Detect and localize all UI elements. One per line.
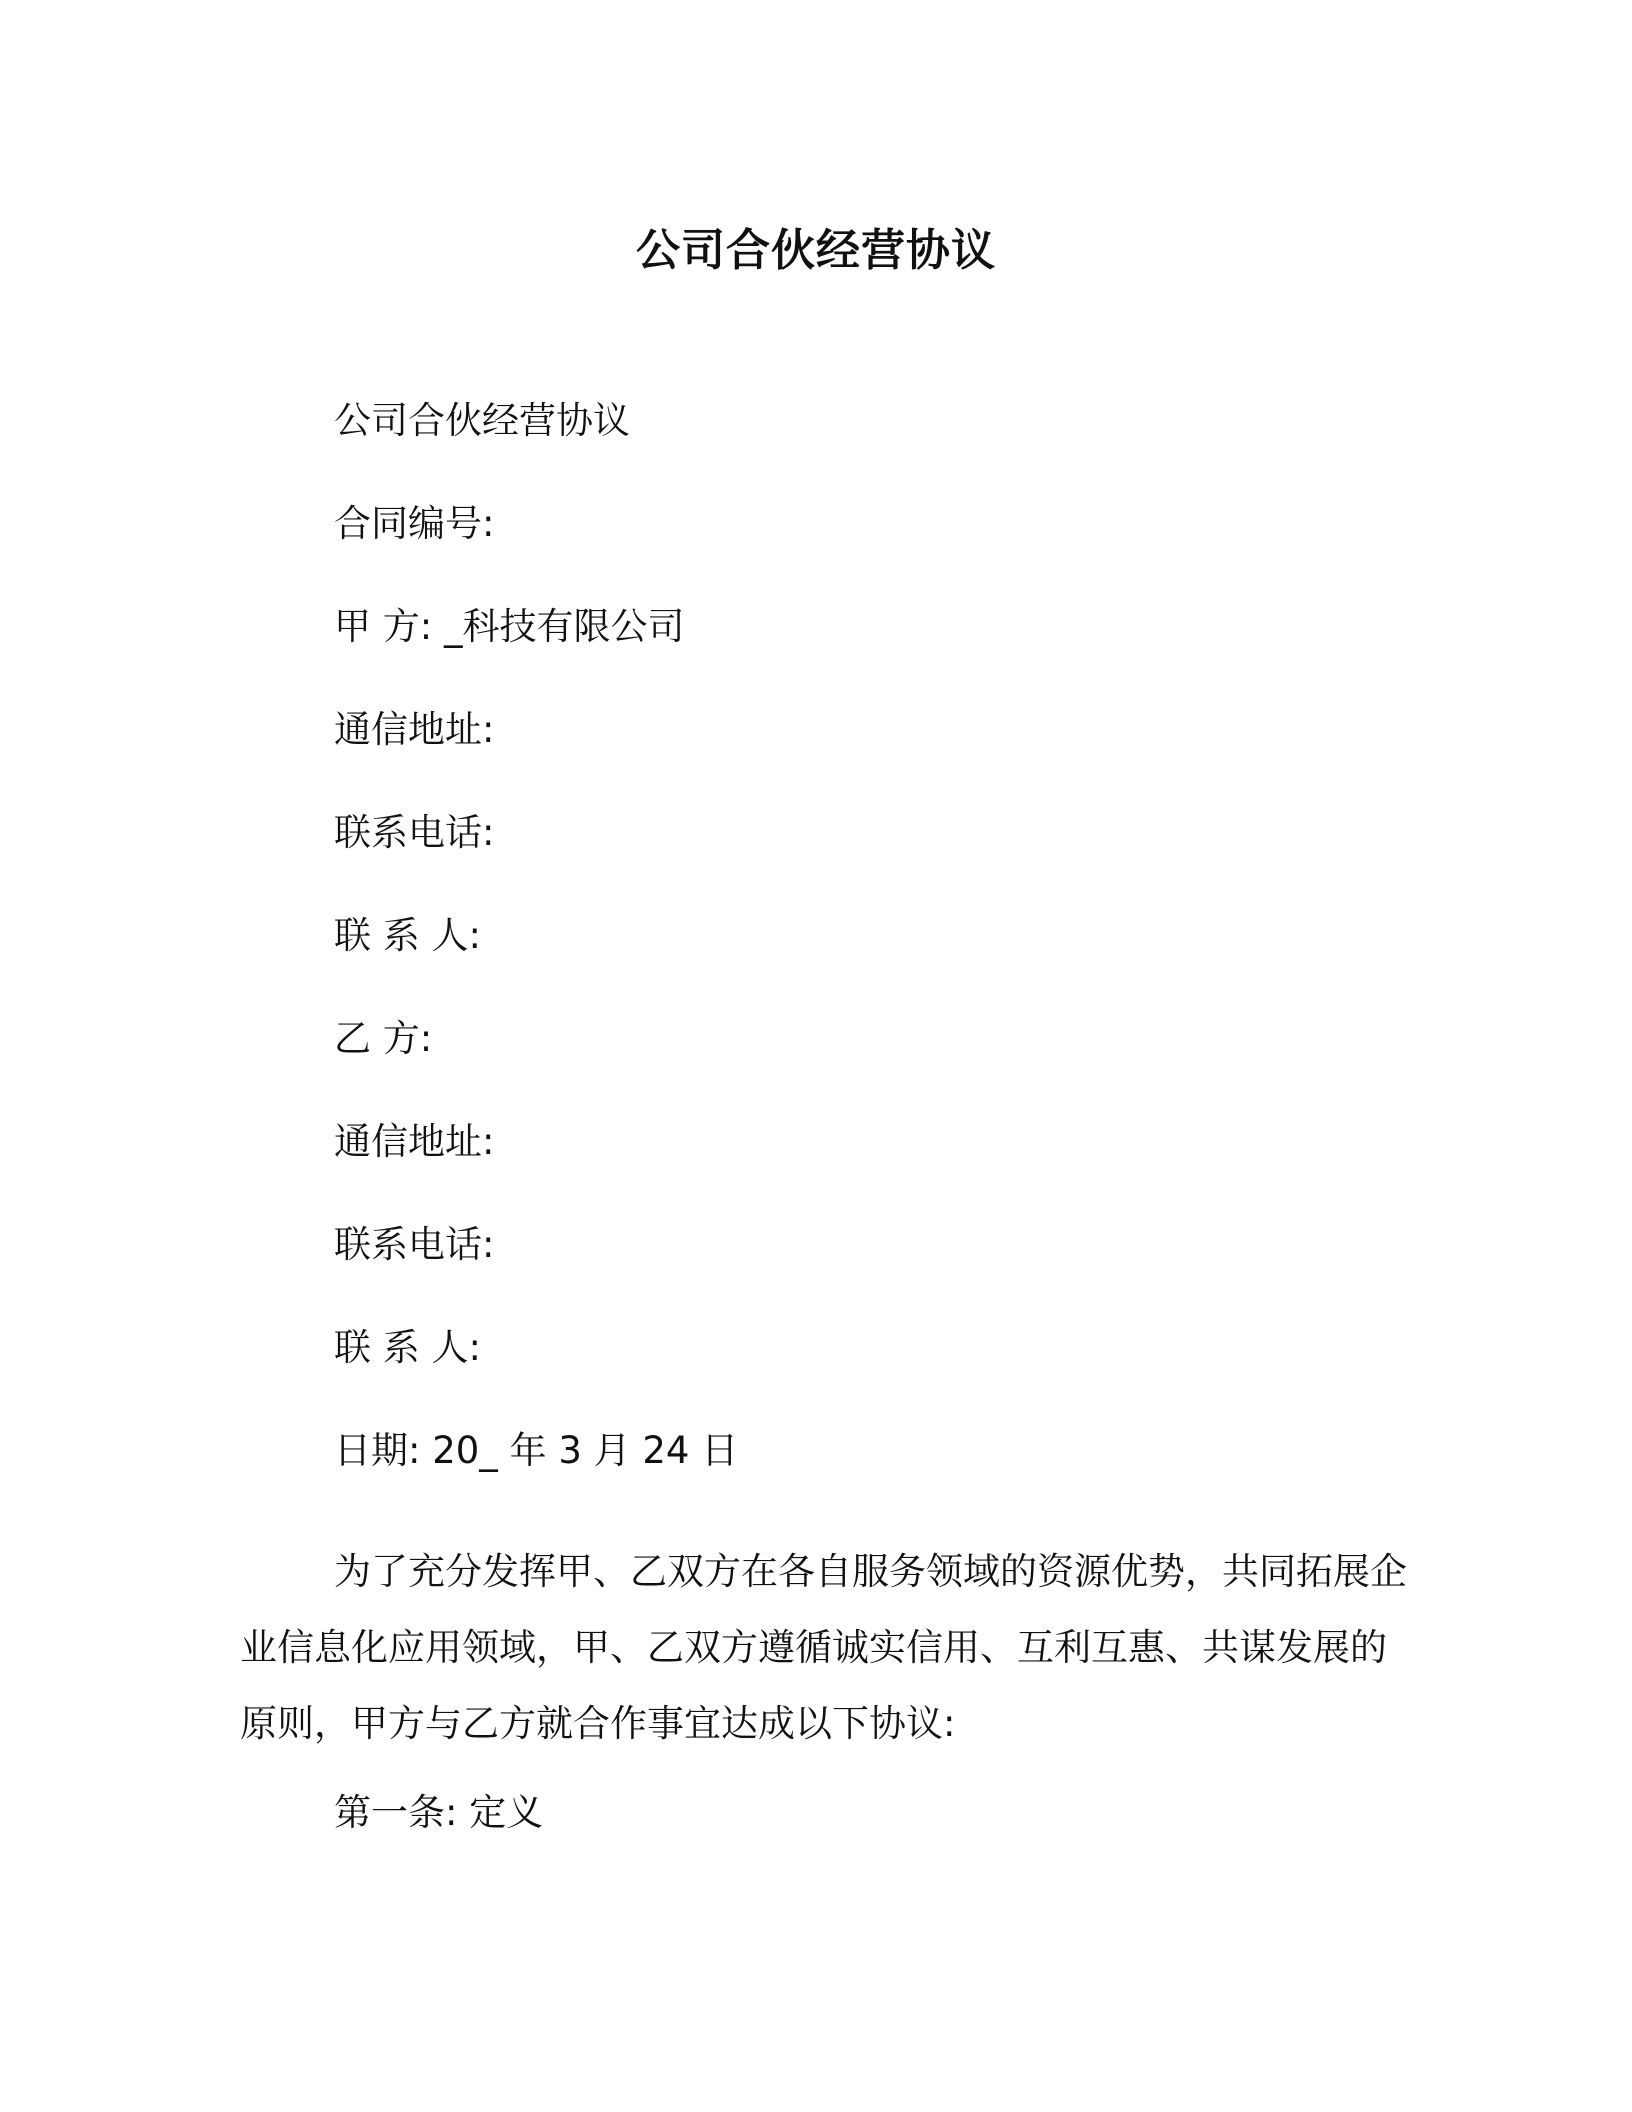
date-line: 日期: 20_ 年 3 月 24 日 [334,1429,739,1472]
document-title: 公司合伙经营协议 [636,225,996,276]
article-1-heading: 第一条: 定义 [334,1791,544,1834]
intro-paragraph: 为了充分发挥甲、乙双方在各自服务领域的资源优势，共同拓展企业信息化应用领域，甲、乙双方遵循诚实信用、互利互惠、共谋发展的原则，甲方与乙方就合作事宜达成以下协议: [240,1550,1407,1745]
party-b-phone-label: 联系电话: [334,1223,495,1266]
party-a-address-label: 通信地址: [334,708,495,751]
party-a-line: 甲 方: _科技有限公司 [334,605,685,648]
contract-number-label: 合同编号: [334,502,495,545]
party-a-phone-label: 联系电话: [334,811,495,854]
subtitle: 公司合伙经营协议 [334,399,630,442]
party-b-address-label: 通信地址: [334,1120,495,1163]
party-a-contact-label: 联 系 人: [334,914,481,957]
party-b-contact-label: 联 系 人: [334,1326,481,1369]
party-b-line: 乙 方: [334,1017,433,1060]
